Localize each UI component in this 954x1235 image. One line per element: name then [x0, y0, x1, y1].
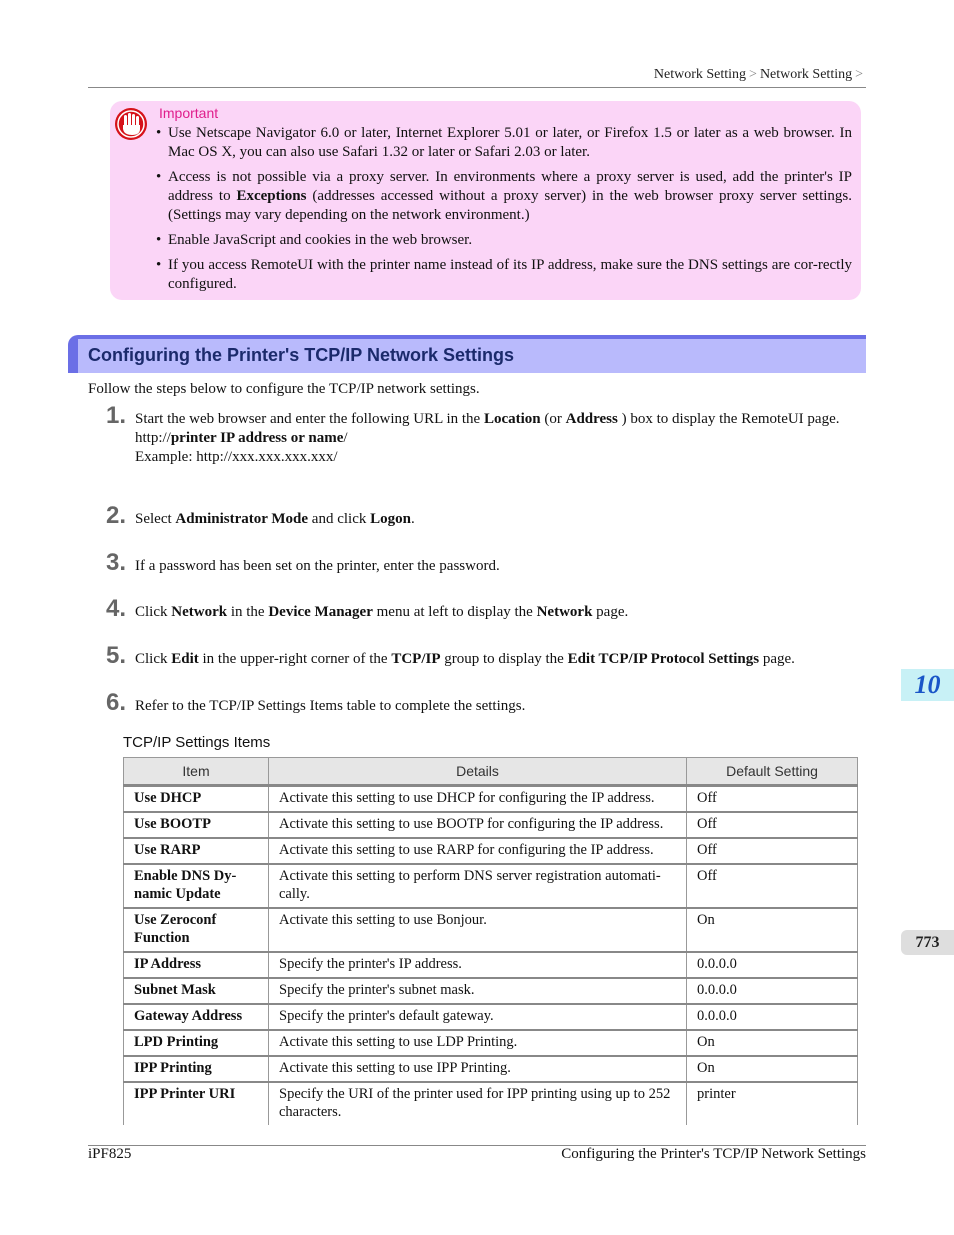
cell-item: IP Address — [124, 952, 269, 978]
table-row — [124, 786, 858, 813]
text-run: page. — [592, 604, 629, 620]
step-line — [135, 557, 866, 576]
text-run: / — [343, 430, 348, 446]
cell-default: 0.0.0.0 — [687, 1004, 858, 1030]
cell-default: 0.0.0.0 — [687, 952, 858, 978]
step-number: 4. — [106, 595, 127, 622]
table-row — [124, 1004, 858, 1030]
table-row — [124, 864, 858, 908]
step-line — [135, 650, 866, 669]
cell-details: Activate this setting to use RARP for configuring the IP address. — [269, 838, 687, 864]
step-line — [135, 410, 866, 429]
table-title: TCP/IP Settings Items — [123, 734, 271, 751]
important-note — [110, 101, 861, 300]
important-item — [156, 256, 852, 294]
breadcrumb-separator: > — [749, 67, 757, 82]
cell-details: Activate this setting to use IPP Printing. — [269, 1056, 687, 1082]
step-text — [135, 510, 866, 529]
cell-details: Specify the printer's default gateway. — [269, 1004, 687, 1030]
bold-term: Edit TCP/IP Protocol Settings — [567, 651, 760, 667]
cell-item: IPP Printer URI — [124, 1082, 269, 1125]
important-item — [156, 168, 852, 225]
bold-term: Device Manager — [268, 604, 373, 620]
page-number-tab — [901, 930, 954, 955]
important-item — [156, 231, 852, 250]
page-number: 773 — [915, 934, 940, 951]
text-run: page. — [759, 651, 795, 667]
cell-item: Gateway Address — [124, 1004, 269, 1030]
cell-item: Use Zeroconf Function — [124, 908, 269, 952]
section-title: Configuring the Printer's TCP/IP Network Settings — [88, 345, 514, 365]
cell-item: Use BOOTP — [124, 812, 269, 838]
chapter-tab[interactable] — [901, 669, 954, 701]
text-run: Refer to the TCP/IP Settings Items table to complete the settings. — [135, 698, 526, 714]
cell-default: Off — [687, 838, 858, 864]
cell-details: Activate this setting to use Bonjour. — [269, 908, 687, 952]
table-row — [124, 1082, 858, 1125]
table-row — [124, 838, 858, 864]
breadcrumb-separator: > — [855, 67, 863, 82]
cell-details: Specify the printer's IP address. — [269, 952, 687, 978]
cell-item: LPD Printing — [124, 1030, 269, 1056]
step-text — [135, 410, 866, 467]
cell-details: Activate this setting to perform DNS server registration automati-cally. — [269, 864, 687, 908]
bold-term: Address — [565, 411, 618, 427]
bold-term: Administrator Mode — [175, 511, 309, 527]
step-line — [135, 429, 866, 448]
chapter-number: 10 — [914, 670, 941, 699]
cell-details: Specify the URI of the printer used for IPP printing using up to 252 characters. — [269, 1082, 687, 1125]
table-row — [124, 1030, 858, 1056]
step-text — [135, 557, 866, 576]
bold-term: Edit — [171, 651, 199, 667]
cell-details: Activate this setting to use LDP Printing. — [269, 1030, 687, 1056]
breadcrumb-item[interactable]: Network Setting — [653, 67, 747, 82]
text-run: Access is not possible via a proxy server. In environments where a proxy server is used, add the printer's IP address to — [168, 169, 852, 204]
bold-term: printer IP address or name — [170, 430, 344, 446]
header-rule — [88, 87, 866, 88]
step — [88, 689, 866, 716]
table-header-row — [124, 758, 858, 786]
column-header-details: Details — [269, 758, 687, 786]
text-run: Click — [135, 651, 172, 667]
cell-item: IPP Printing — [124, 1056, 269, 1082]
footer-model: iPF825 — [88, 1146, 132, 1162]
cell-item: Subnet Mask — [124, 978, 269, 1004]
cell-item: Use DHCP — [124, 786, 269, 813]
bold-term: Logon — [370, 511, 411, 527]
section-intro: Follow the steps below to configure the TCP/IP network settings. — [88, 381, 480, 397]
breadcrumb — [654, 67, 866, 83]
step — [88, 642, 866, 669]
cell-default: 0.0.0.0 — [687, 978, 858, 1004]
table-row — [124, 952, 858, 978]
cell-item: Use RARP — [124, 838, 269, 864]
step-number: 1. — [106, 402, 127, 429]
important-list — [156, 124, 852, 300]
table-row — [124, 978, 858, 1004]
bold-term: Location — [483, 411, 541, 427]
important-title: Important — [159, 105, 219, 121]
table-row — [124, 908, 858, 952]
cell-default: Off — [687, 786, 858, 813]
text-run: ) box to display the RemoteUI page. — [617, 411, 840, 427]
step-text — [135, 650, 866, 669]
text-run: in the upper-right corner of the — [198, 651, 392, 667]
cell-details: Specify the printer's subnet mask. — [269, 978, 687, 1004]
text-run: Start the web browser and enter the following URL in the — [135, 411, 484, 427]
text-run: in the — [227, 604, 269, 620]
text-run: and click — [308, 511, 371, 527]
bold-term: TCP/IP — [391, 651, 441, 667]
step-number: 5. — [106, 642, 127, 669]
text-run: Use Netscape Navigator 6.0 or later, Internet Explorer 5.01 or later, or Firefox 1.5 or later as a web browser. In Mac OS X, you can also use Safari 1.32 or later or Safari 2.03 or later. — [168, 125, 852, 160]
step — [88, 402, 866, 467]
text-run: . — [410, 511, 415, 527]
text-run: (addresses accessed without a proxy server) in the web browser proxy server settings. (Settings may vary depending on the network environment.) — [168, 188, 852, 223]
bold-term: Network — [171, 604, 228, 620]
text-run: Click — [135, 604, 172, 620]
cell-details: Activate this setting to use DHCP for configuring the IP address. — [269, 786, 687, 813]
step-line — [135, 697, 866, 716]
table-row — [124, 812, 858, 838]
step-text — [135, 603, 866, 622]
text-run: menu at left to display the — [372, 604, 537, 620]
cell-default: On — [687, 908, 858, 952]
step-line — [135, 603, 866, 622]
step — [88, 595, 866, 622]
text-run: Select — [135, 511, 176, 527]
step-line — [135, 510, 866, 529]
cell-details: Activate this setting to use BOOTP for configuring the IP address. — [269, 812, 687, 838]
important-item — [156, 124, 852, 162]
text-run: Example: http://xxx.xxx.xxx.xxx/ — [135, 449, 338, 465]
column-header-default: Default Setting — [687, 758, 858, 786]
step-number: 2. — [106, 502, 127, 529]
text-run: If a password has been set on the printer, enter the password. — [135, 558, 500, 574]
bold-term: Exceptions — [236, 188, 307, 204]
text-run: Enable JavaScript and cookies in the web browser. — [168, 232, 473, 248]
cell-default: printer — [687, 1082, 858, 1125]
footer-section-title: Configuring the Printer's TCP/IP Network Settings — [561, 1146, 866, 1162]
breadcrumb-item[interactable]: Network Setting — [759, 67, 853, 82]
text-run: group to display the — [440, 651, 568, 667]
step-number: 6. — [106, 689, 127, 716]
column-header-item: Item — [124, 758, 269, 786]
step — [88, 502, 866, 529]
cell-default: On — [687, 1030, 858, 1056]
text-run: http:// — [135, 430, 171, 446]
step — [88, 549, 866, 576]
stop-hand-icon — [114, 107, 148, 141]
text-run: If you access RemoteUI with the printer name instead of its IP address, make sure the DNS settings are cor-rectly configured. — [168, 257, 852, 292]
step-number: 3. — [106, 549, 127, 576]
cell-item: Enable DNS Dy-namic Update — [124, 864, 269, 908]
step-text — [135, 697, 866, 716]
tcpip-settings-table — [123, 757, 858, 1125]
table-row — [124, 1056, 858, 1082]
cell-default: Off — [687, 864, 858, 908]
cell-default: Off — [687, 812, 858, 838]
bold-term: Network — [536, 604, 593, 620]
text-run: (or — [540, 411, 566, 427]
step-line — [135, 448, 866, 467]
cell-default: On — [687, 1056, 858, 1082]
